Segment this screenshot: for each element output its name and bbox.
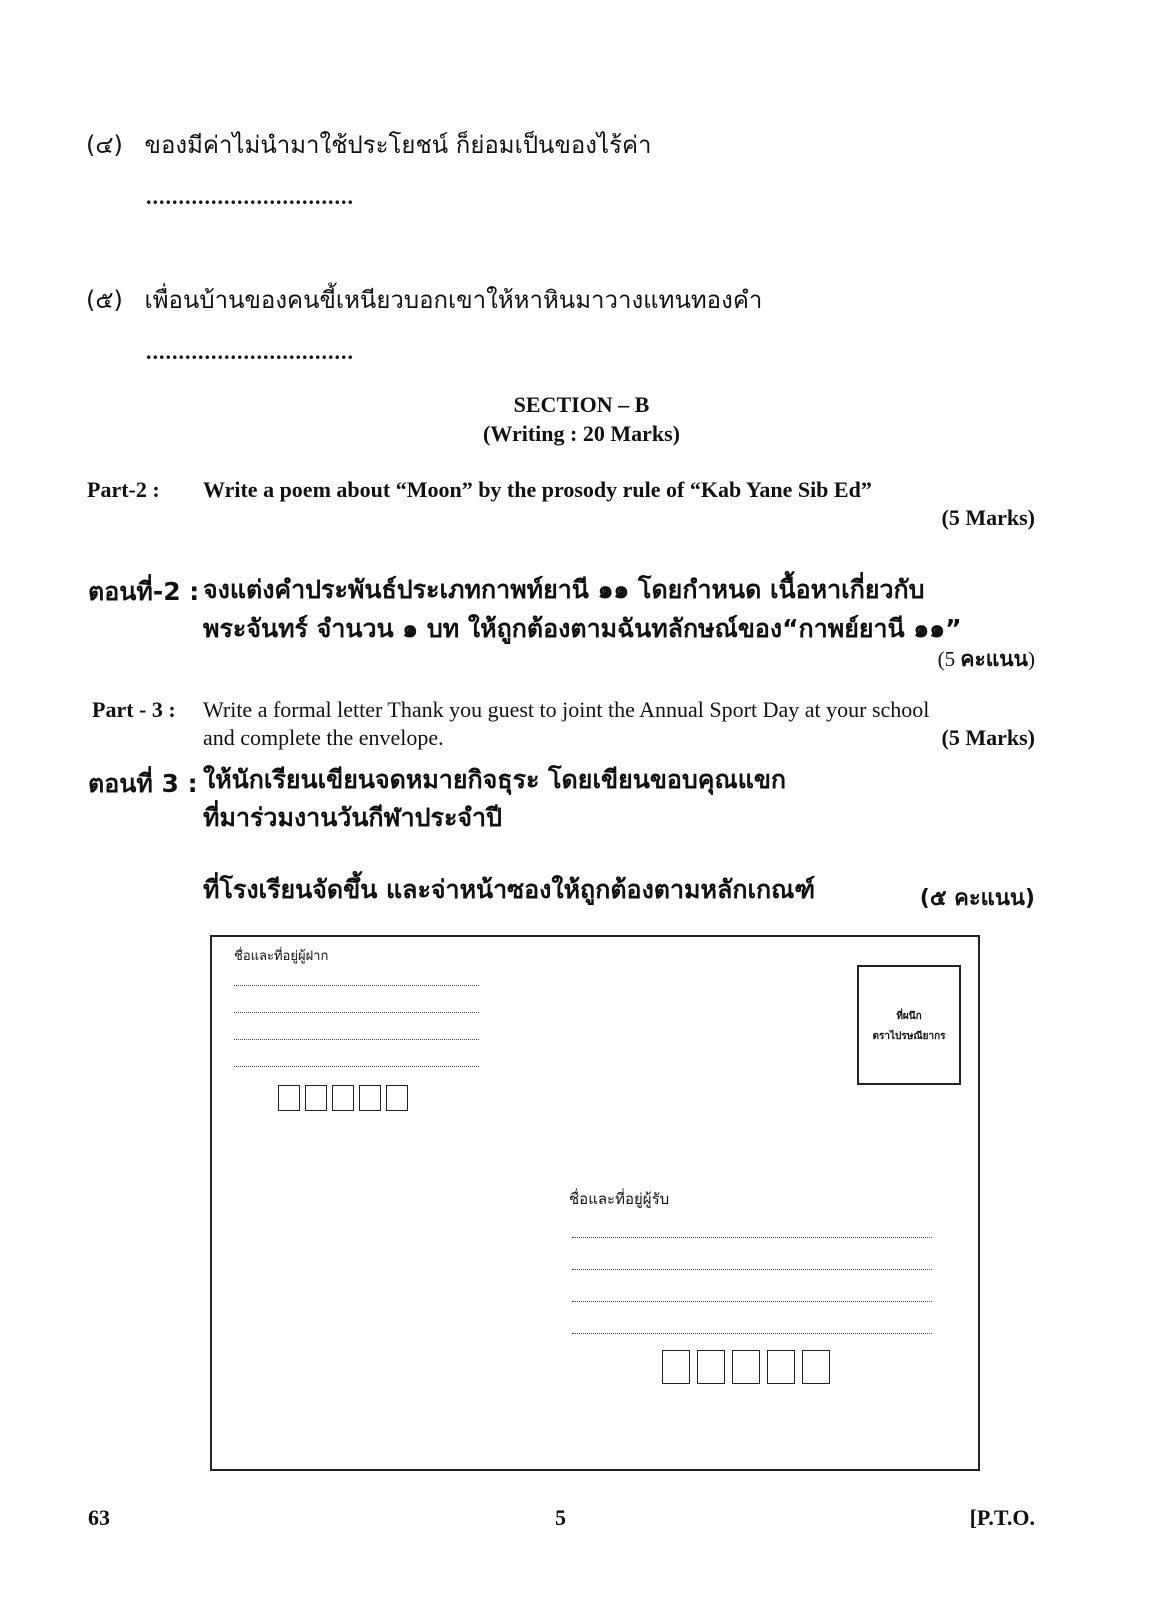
recipient-label: ชื่อและที่อยู่ผู้รับ — [569, 1190, 670, 1208]
part2-text: Write a poem about “Moon” by the prosody rule of “Kab Yane Sib Ed” — [203, 477, 872, 502]
recipient-line[interactable] — [572, 1301, 932, 1302]
part2-thai-label-text: ตอนที่-2 : — [88, 577, 200, 606]
part3-thai-marks: (๕ คะแนน) — [919, 886, 1035, 911]
postcode-box[interactable] — [359, 1085, 381, 1111]
stamp-label-line1: ที่ผนึก — [896, 1011, 922, 1022]
sender-postcode-boxes[interactable] — [278, 1085, 408, 1111]
section-subtitle: (Writing : 20 Marks) — [483, 421, 680, 446]
part2-marks: (5 Marks) — [941, 505, 1035, 530]
question-text: เพื่อนบ้านของคนขี้เหนียวบอกเขาให้หาหินมาวางแทนทองคำ — [144, 286, 763, 314]
answer-blank[interactable]: ................................ — [146, 339, 354, 364]
postcode-box[interactable] — [332, 1085, 354, 1111]
marks-close: ) — [1028, 647, 1035, 671]
stamp-area — [857, 965, 961, 1085]
postcode-box[interactable] — [697, 1350, 725, 1384]
postcode-box[interactable] — [305, 1085, 327, 1111]
envelope — [210, 935, 980, 1471]
sender-line[interactable] — [234, 1039, 479, 1040]
postcode-box[interactable] — [767, 1350, 795, 1384]
pto-label: [P.T.O. — [969, 1505, 1035, 1530]
recipient-line[interactable] — [572, 1333, 932, 1334]
marks-number: (5 — [937, 647, 956, 671]
recipient-line[interactable] — [572, 1269, 932, 1270]
part2-thai-marks — [938, 643, 1035, 676]
part3-line2: and complete the envelope. — [203, 725, 444, 750]
sender-line[interactable] — [234, 985, 479, 986]
section-title: SECTION – B — [513, 392, 650, 417]
marks-word: คะแนน — [960, 647, 1028, 671]
sender-line[interactable] — [234, 1066, 479, 1067]
sender-line[interactable] — [234, 1012, 479, 1013]
postcode-box[interactable] — [802, 1350, 830, 1384]
part2-thai-line2: พระจันทร์ จำนวน ๑ บท ให้ถูกต้องตามฉันทลักษณ์ของ“กาพย์ยานี ๑๑” — [203, 614, 962, 643]
answer-blank[interactable]: ................................ — [146, 184, 354, 209]
postcode-box[interactable] — [662, 1350, 690, 1384]
part3-thai-line3: ที่โรงเรียนจัดขึ้น และจ่าหน้าซองให้ถูกต้องตามหลักเกณฑ์ — [203, 875, 816, 904]
question-number: (๔) — [86, 131, 123, 159]
part2-label: Part-2 : — [87, 477, 160, 502]
stamp-label-line2: ตราไปรษณียากร — [872, 1031, 946, 1042]
postcode-box[interactable] — [386, 1085, 408, 1111]
recipient-postcode-boxes[interactable] — [662, 1350, 830, 1384]
question-number: (๕) — [86, 286, 123, 314]
postcode-box[interactable] — [278, 1085, 300, 1111]
question-text: ของมีค่าไม่นำมาใช้ประโยชน์ ก็ย่อมเป็นของไร้ค่า — [144, 131, 652, 159]
part3-marks: (5 Marks) — [941, 725, 1035, 750]
part2-thai-label — [88, 572, 199, 612]
question-4 — [86, 125, 652, 164]
part3-thai-label: ตอนที่ 3 : — [88, 769, 198, 798]
page-code: 63 — [88, 1505, 110, 1530]
part3-thai-line1: ให้นักเรียนเขียนจดหมายกิจธุระ โดยเขียนขอบคุณแขก — [203, 765, 787, 794]
part3-thai-line2: ที่มาร่วมงานวันกีฬาประจำปี — [203, 803, 502, 832]
page-number: 5 — [555, 1505, 566, 1530]
part3-label: Part - 3 : — [92, 697, 176, 722]
question-5 — [86, 280, 762, 319]
part2-thai-line1: จงแต่งคำประพันธ์ประเภทกาพท์ยานี ๑๑ โดยกำหนด เนื้อหาเกี่ยวกับ — [203, 575, 925, 604]
postcode-box[interactable] — [732, 1350, 760, 1384]
recipient-line[interactable] — [572, 1237, 932, 1238]
sender-label: ชื่อและที่อยู่ผู้ฝาก — [234, 949, 329, 964]
part3-line1: Write a formal letter Thank you guest to joint the Annual Sport Day at your school — [203, 697, 930, 722]
